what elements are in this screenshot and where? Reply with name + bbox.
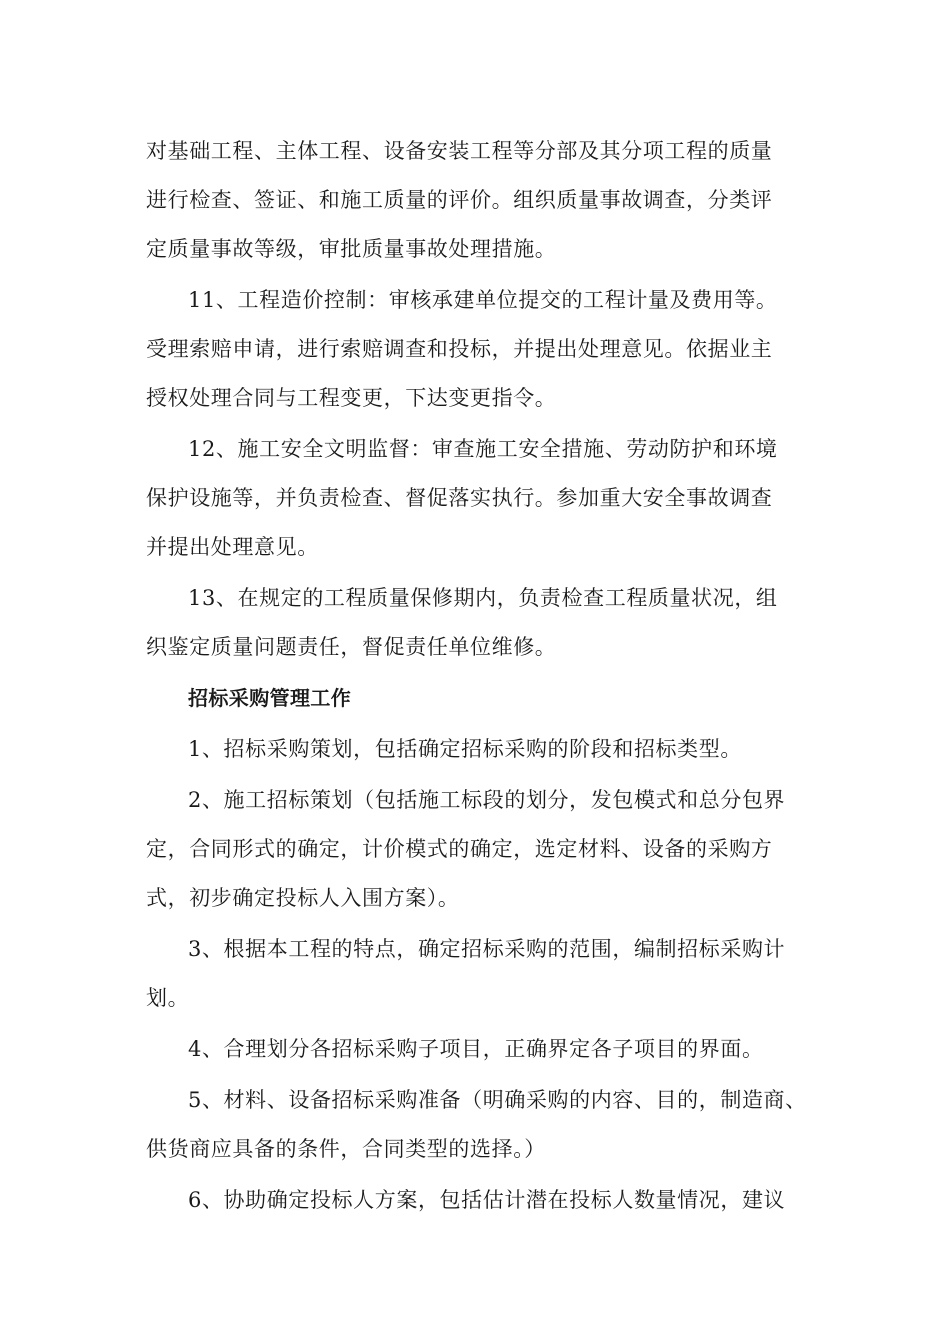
paragraph-line: 1、招标采购策划，包括确定招标采购的阶段和招标类型。 <box>188 737 742 761</box>
paragraph-line: 划。 <box>146 986 190 1010</box>
paragraph-line: 定，合同形式的确定，计价模式的确定，选定材料、设备的采购方 <box>146 837 773 861</box>
paragraph-line: 13、在规定的工程质量保修期内，负责检查工程质量状况，组 <box>188 586 778 610</box>
paragraph-line: 定质量事故等级，审批质量事故处理措施。 <box>146 237 557 261</box>
paragraph-line: 12、施工安全文明监督：审查施工安全措施、劳动防护和环境 <box>188 437 778 461</box>
paragraph-line: 受理索赔申请，进行索赔调查和投标，并提出处理意见。依据业主 <box>146 337 773 361</box>
paragraph-line: 供货商应具备的条件，合同类型的选择。） <box>146 1137 546 1161</box>
paragraph-line: 式，初步确定投标人入围方案）。 <box>146 886 460 910</box>
paragraph-line: 进行检查、签证、和施工质量的评价。组织质量事故调查，分类评 <box>146 188 773 212</box>
paragraph-line: 2、施工招标策划（包括施工标段的划分，发包模式和总分包界 <box>188 788 786 812</box>
section-heading: 招标采购管理工作 <box>188 686 352 710</box>
paragraph-line: 织鉴定质量问题责任，督促责任单位维修。 <box>146 635 557 659</box>
paragraph-line: 对基础工程、主体工程、设备安装工程等分部及其分项工程的质量 <box>146 139 773 163</box>
paragraph-line: 3、根据本工程的特点，确定招标采购的范围，编制招标采购计 <box>188 937 786 961</box>
paragraph-line: 保护设施等，并负责检查、督促落实执行。参加重大安全事故调查 <box>146 486 773 510</box>
paragraph-line: 11、工程造价控制：审核承建单位提交的工程计量及费用等。 <box>188 288 778 312</box>
paragraph-line: 5、材料、设备招标采购准备（明确采购的内容、目的，制造商、 <box>188 1088 807 1112</box>
paragraph-line: 并提出处理意见。 <box>146 535 319 559</box>
paragraph-line: 4、合理划分各招标采购子项目，正确界定各子项目的界面。 <box>188 1037 764 1061</box>
paragraph-line: 6、协助确定投标人方案，包括估计潜在投标人数量情况，建议 <box>188 1188 786 1212</box>
paragraph-line: 授权处理合同与工程变更，下达变更指令。 <box>146 386 557 410</box>
